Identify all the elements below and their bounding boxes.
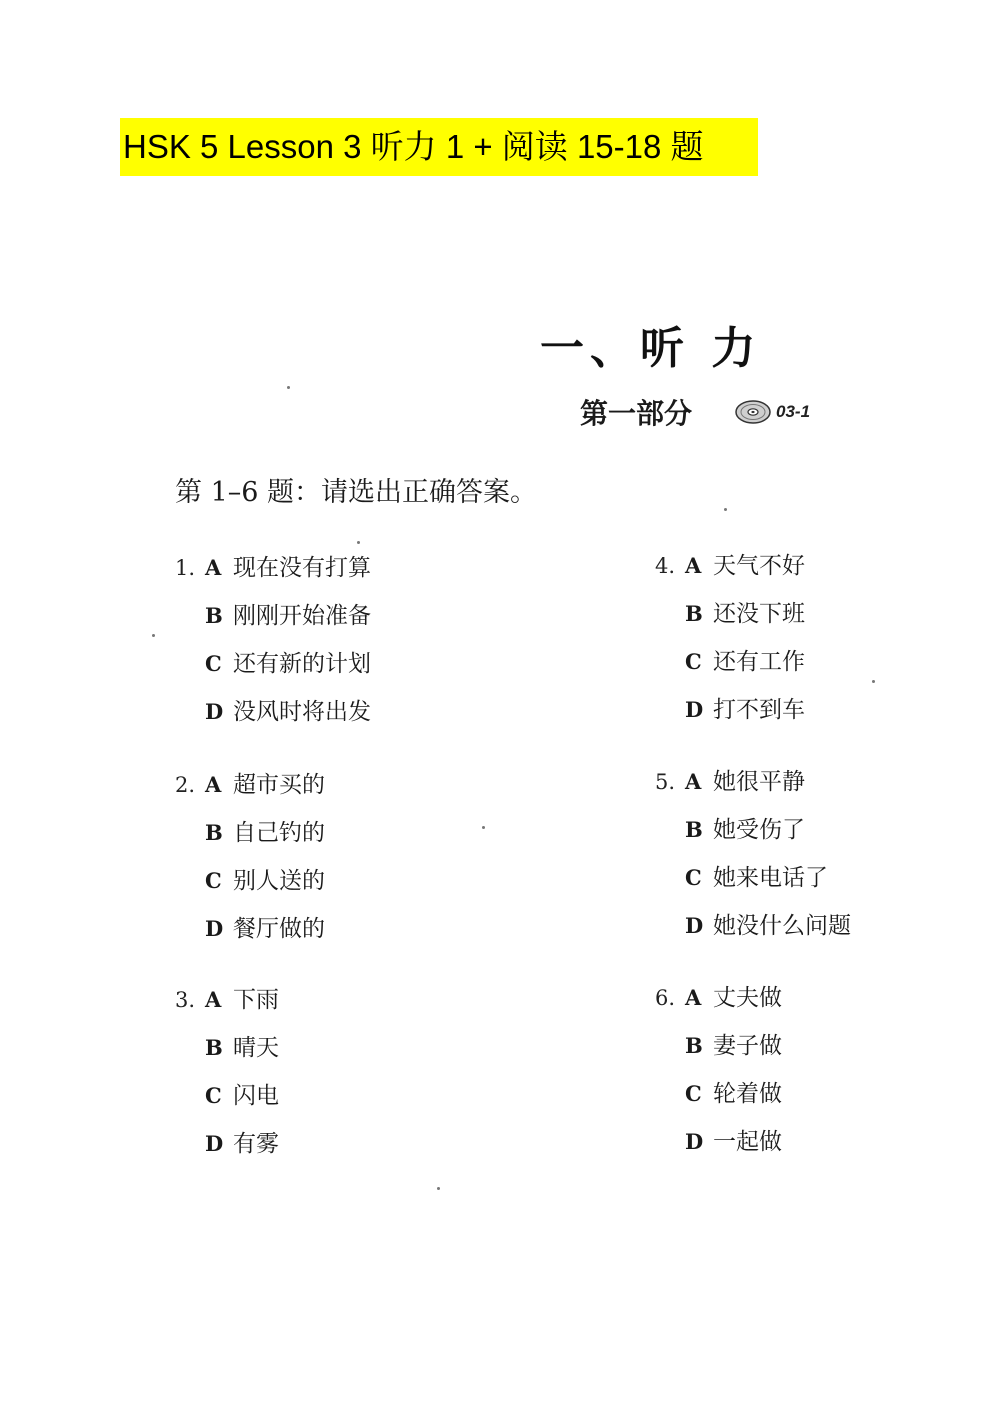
- part-header: [580, 392, 810, 432]
- option-a[interactable]: [175, 765, 475, 813]
- option-d[interactable]: [175, 909, 475, 957]
- scan-speck: [152, 634, 155, 637]
- option-text: 别人送的: [233, 868, 325, 894]
- option-letter: A: [685, 553, 702, 578]
- option-text: 她来电话了: [713, 865, 828, 891]
- scan-speck: [724, 508, 727, 511]
- question-5: [655, 762, 955, 954]
- option-letter: C: [685, 865, 702, 890]
- option-d[interactable]: [655, 1122, 955, 1170]
- option-text: 丈夫做: [713, 985, 782, 1011]
- option-text: 天气不好: [713, 553, 805, 579]
- option-text: 闪电: [233, 1083, 279, 1109]
- question-6: [655, 978, 955, 1170]
- option-text: 还有新的计划: [233, 651, 371, 677]
- option-letter: A: [685, 769, 702, 794]
- option-text: 没风时将出发: [233, 699, 371, 725]
- question-number: 2.: [175, 773, 196, 797]
- option-letter: B: [205, 603, 223, 628]
- option-letter: C: [685, 649, 702, 674]
- option-text: 刚刚开始准备: [233, 603, 371, 629]
- option-letter: B: [205, 820, 223, 845]
- option-letter: D: [685, 1129, 704, 1154]
- option-b[interactable]: [655, 594, 955, 642]
- question-number: 5.: [655, 770, 676, 794]
- option-b[interactable]: [175, 596, 475, 644]
- section-title: 一、听 力: [540, 323, 762, 374]
- scan-speck: [357, 541, 360, 544]
- option-letter: B: [685, 1033, 703, 1058]
- option-a[interactable]: [655, 546, 955, 594]
- option-a[interactable]: [175, 980, 475, 1028]
- cd-icon[interactable]: [734, 399, 772, 425]
- worksheet-title-banner: [120, 118, 758, 176]
- option-b[interactable]: [655, 810, 955, 858]
- option-text: 晴天: [233, 1035, 279, 1061]
- question-number: 6.: [655, 986, 676, 1010]
- option-d[interactable]: [175, 692, 475, 740]
- option-b[interactable]: [175, 813, 475, 861]
- scan-speck: [872, 680, 875, 683]
- option-text: 还有工作: [713, 649, 805, 675]
- option-letter: D: [205, 699, 224, 724]
- option-text: 妻子做: [713, 1033, 782, 1059]
- option-letter: C: [205, 868, 222, 893]
- scan-speck: [482, 826, 485, 829]
- option-text: 她没什么问题: [713, 913, 851, 939]
- option-c[interactable]: [655, 858, 955, 906]
- option-text: 自己钓的: [233, 820, 325, 846]
- question-3: [175, 980, 475, 1172]
- option-letter: C: [205, 651, 222, 676]
- option-letter: A: [205, 987, 222, 1012]
- option-letter: A: [205, 555, 222, 580]
- option-letter: A: [685, 985, 702, 1010]
- question-number: 3.: [175, 988, 196, 1012]
- option-d[interactable]: [655, 906, 955, 954]
- option-text: 打不到车: [713, 697, 805, 723]
- option-text: 一起做: [713, 1129, 782, 1155]
- question-number: 1.: [175, 556, 196, 580]
- option-text: 还没下班: [713, 601, 805, 627]
- option-text: 她很平静: [713, 769, 805, 795]
- option-letter: C: [685, 1081, 702, 1106]
- option-letter: B: [685, 817, 703, 842]
- option-c[interactable]: [175, 644, 475, 692]
- option-c[interactable]: [655, 1074, 955, 1122]
- instruction: 第 1–6 题：请选出正确答案。: [175, 477, 538, 508]
- option-a[interactable]: [655, 762, 955, 810]
- option-text: 轮着做: [713, 1081, 782, 1107]
- part-label: 第一部分: [580, 397, 693, 430]
- question-2: [175, 765, 475, 957]
- option-a[interactable]: [655, 978, 955, 1026]
- option-c[interactable]: [175, 861, 475, 909]
- option-text: 餐厅做的: [233, 916, 325, 942]
- option-d[interactable]: [175, 1124, 475, 1172]
- question-1: [175, 548, 475, 740]
- option-text: 有雾: [233, 1131, 279, 1157]
- scan-speck: [437, 1187, 440, 1190]
- option-letter: D: [685, 697, 704, 722]
- option-b[interactable]: [655, 1026, 955, 1074]
- option-letter: A: [205, 772, 222, 797]
- question-4: [655, 546, 955, 738]
- option-a[interactable]: [175, 548, 475, 596]
- option-d[interactable]: [655, 690, 955, 738]
- option-letter: B: [205, 1035, 223, 1060]
- worksheet-title: HSK 5 Lesson 3 听力 1 + 阅读 15-18 题: [123, 128, 704, 165]
- option-text: 现在没有打算: [233, 555, 371, 581]
- option-letter: D: [685, 913, 704, 938]
- option-c[interactable]: [175, 1076, 475, 1124]
- option-text: 下雨: [233, 987, 279, 1013]
- option-text: 超市买的: [233, 772, 325, 798]
- option-b[interactable]: [175, 1028, 475, 1076]
- option-letter: D: [205, 916, 224, 941]
- scan-speck: [287, 386, 290, 389]
- option-c[interactable]: [655, 642, 955, 690]
- option-letter: B: [685, 601, 703, 626]
- option-letter: C: [205, 1083, 222, 1108]
- option-letter: D: [205, 1131, 224, 1156]
- option-text: 她受伤了: [713, 817, 805, 843]
- question-number: 4.: [655, 554, 676, 578]
- track-number: 03-1: [776, 402, 811, 421]
